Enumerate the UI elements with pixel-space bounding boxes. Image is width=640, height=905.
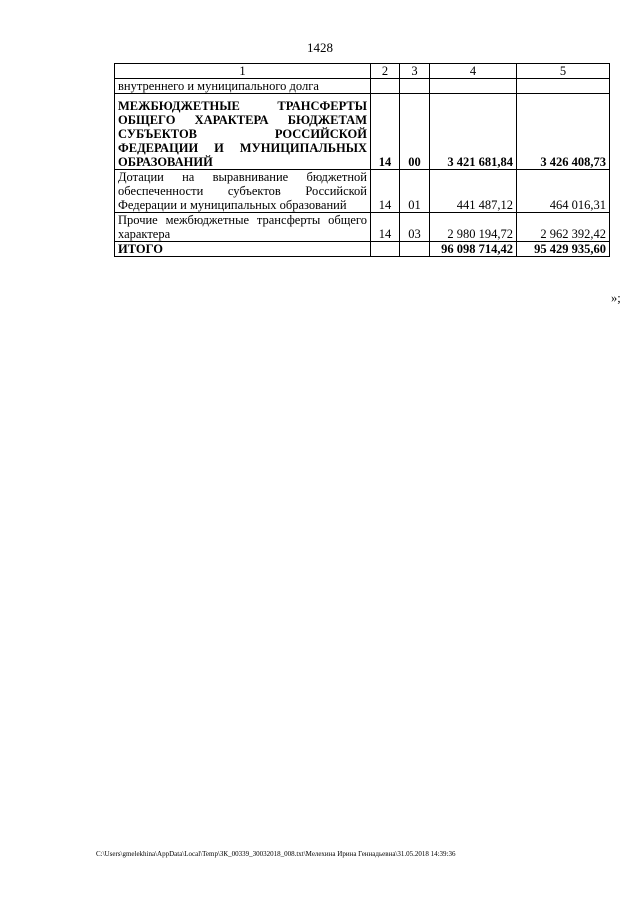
row-subsection-code (400, 242, 430, 257)
row-name: ИТОГО (115, 242, 371, 257)
table-total-row (115, 242, 610, 257)
row-subsection-code: 03 (400, 213, 430, 242)
table-row (115, 79, 610, 94)
row-section-code: 14 (371, 170, 400, 213)
table-row (115, 213, 610, 242)
row-name: Дотации на выравнивание бюджетной обеспеченности субъектов Российской Федерации и муниципальных образований (115, 170, 371, 213)
row-name: МЕЖБЮДЖЕТНЫЕ ТРАНСФЕРТЫ ОБЩЕГО ХАРАКТЕРА БЮДЖЕТАМ СУБЪЕКТОВ РОССИЙСКОЙ ФЕДЕРАЦИИ И МУНИЦИПАЛЬНЫХ ОБРАЗОВАНИЙ (115, 94, 371, 170)
row-value-col4: 96 098 714,42 (430, 242, 517, 257)
row-value-col5: 3 426 408,73 (517, 94, 610, 170)
table-row (115, 170, 610, 213)
column-header: 1 (115, 64, 371, 79)
row-value-col4: 2 980 194,72 (430, 213, 517, 242)
row-value-col5: 2 962 392,42 (517, 213, 610, 242)
row-subsection-code: 01 (400, 170, 430, 213)
row-name: внутреннего и муниципального долга (115, 79, 371, 94)
row-value-col4: 3 421 681,84 (430, 94, 517, 170)
column-header: 4 (430, 64, 517, 79)
column-header: 2 (371, 64, 400, 79)
row-section-code (371, 242, 400, 257)
row-value-col5: 95 429 935,60 (517, 242, 610, 257)
footer-file-path: C:\Users\gmelekhina\AppData\Local\Temp\ЗК_00339_30032018_008.txt\Мелехина Ирина Геннадьевна\31.05.2018 14:39:36 (96, 850, 456, 858)
column-header: 3 (400, 64, 430, 79)
row-value-col5 (517, 79, 610, 94)
closing-quote-mark: »; (611, 291, 621, 305)
row-section-code: 14 (371, 94, 400, 170)
row-value-col4: 441 487,12 (430, 170, 517, 213)
row-value-col4 (430, 79, 517, 94)
row-name: Прочие межбюджетные трансферты общего характера (115, 213, 371, 242)
table-header-row (115, 64, 610, 79)
row-value-col5: 464 016,31 (517, 170, 610, 213)
budget-table (114, 63, 610, 257)
row-section-code (371, 79, 400, 94)
row-subsection-code: 00 (400, 94, 430, 170)
page-number: 1428 (307, 40, 333, 55)
column-header: 5 (517, 64, 610, 79)
row-section-code: 14 (371, 213, 400, 242)
table-row (115, 94, 610, 170)
row-subsection-code (400, 79, 430, 94)
